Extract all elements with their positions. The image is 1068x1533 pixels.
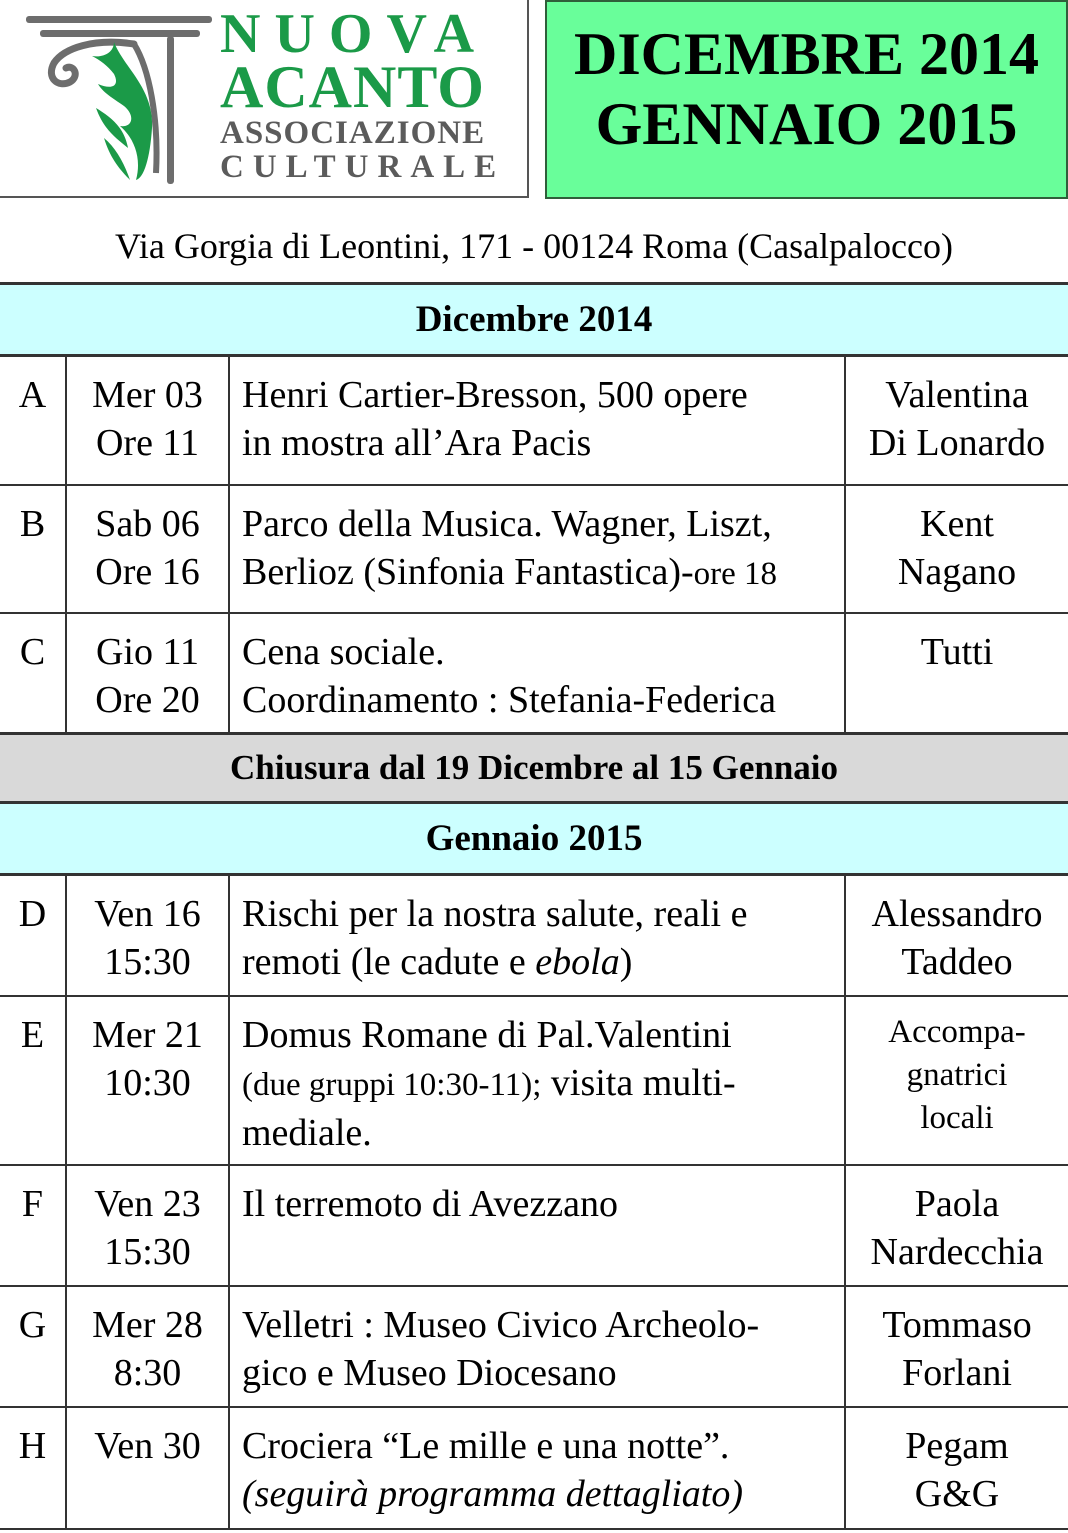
event-letter: F (0, 1165, 66, 1286)
event-date: Mer 28 (92, 1303, 203, 1346)
event-letter: G (0, 1286, 66, 1407)
description-text: remoti (le cadute e (242, 941, 536, 983)
event-date: Ven 16 (94, 893, 201, 935)
description-line: Parco della Musica. Wagner, Liszt, (242, 502, 772, 545)
event-datetime (66, 356, 229, 485)
description-line (242, 1059, 838, 1109)
event-time: Ore 20 (95, 678, 200, 721)
guide-line: Alessandro (871, 893, 1043, 935)
page-header (0, 0, 1068, 200)
event-row-e (0, 996, 1068, 1165)
event-date: Mer 03 (92, 374, 203, 416)
event-datetime (66, 1165, 229, 1286)
event-description (229, 356, 845, 485)
logo-line-nuova: NUOVA (220, 3, 489, 65)
acanthus-column-capital-icon (24, 8, 214, 188)
period-title-box (545, 0, 1068, 199)
description-line: Rischi per la nostra salute, reali e (242, 893, 748, 935)
event-letter: A (0, 356, 66, 485)
address: Via Gorgia di Leontini, 171 - 00124 Roma (Casalpalocco) (115, 226, 953, 266)
description-time-note: (due gruppi 10:30-11); (242, 1066, 542, 1103)
event-row-b (0, 485, 1068, 613)
logo-line-acanto: ACANTO (220, 54, 485, 120)
month-title: Gennaio 2015 (0, 803, 1068, 875)
event-guide (845, 1286, 1068, 1407)
event-description (229, 485, 845, 613)
description-italic: ebola (535, 941, 620, 983)
description-line: Domus Romane di Pal.Valentini (242, 1013, 732, 1056)
description-line-italic: (seguirà programma dettagliato) (242, 1472, 744, 1515)
event-description (229, 996, 845, 1165)
guide-line: Tommaso (882, 1303, 1032, 1346)
event-description (229, 1407, 845, 1529)
event-description (229, 1286, 845, 1407)
description-line: Crociera “Le mille e una notte”. (242, 1424, 730, 1467)
event-date: Sab 06 (95, 502, 200, 545)
event-row-a (0, 356, 1068, 485)
event-date: Ven 30 (94, 1424, 201, 1467)
month-title: Dicembre 2014 (0, 284, 1068, 356)
description-line (242, 548, 838, 598)
guide-line: Paola (914, 1182, 1000, 1225)
title-january: GENNAIO 2015 (595, 90, 1018, 157)
title-december: DICEMBRE 2014 (573, 20, 1040, 87)
event-datetime (66, 485, 229, 613)
guide-line: G&G (914, 1472, 1000, 1515)
guide-line: Kent (920, 502, 994, 545)
event-guide (845, 1407, 1068, 1529)
event-guide (845, 1165, 1068, 1286)
event-guide (845, 485, 1068, 613)
event-guide (845, 356, 1068, 485)
description-line: Henri Cartier-Bresson, 500 opere (242, 374, 748, 416)
event-time: 15:30 (104, 1230, 191, 1273)
program-table (0, 282, 1068, 1530)
guide-line: Di Lonardo (868, 422, 1046, 464)
description-line: Il terremoto di Avezzano (242, 1182, 618, 1225)
guide-line: gnatrici (906, 1056, 1008, 1093)
event-time: 15:30 (104, 941, 191, 983)
guide-line: Valentina (885, 374, 1029, 416)
closure-notice-row (0, 734, 1068, 803)
description-line: in mostra all’Ara Pacis (242, 422, 592, 464)
event-letter: B (0, 485, 66, 613)
description-line: Velletri : Museo Civico Archeolo- (242, 1303, 760, 1346)
event-datetime (66, 875, 229, 996)
guide-line: Tutti (920, 630, 994, 673)
event-row-f (0, 1165, 1068, 1286)
event-description (229, 875, 845, 996)
month-header-december (0, 284, 1068, 356)
event-time: 10:30 (104, 1061, 191, 1104)
description-line: Coordinamento : Stefania-Federica (242, 678, 776, 721)
event-description (229, 613, 845, 734)
description-text: Berlioz (Sinfonia Fantastica)- (242, 550, 694, 593)
event-date: Gio 11 (95, 630, 200, 673)
event-time: Ore 16 (95, 550, 200, 593)
association-logo (0, 0, 529, 198)
closure-notice: Chiusura dal 19 Dicembre al 15 Gennaio (0, 734, 1068, 803)
guide-line: Accompa- (888, 1013, 1026, 1050)
description-time-note: ore 18 (693, 555, 778, 592)
logo-wordmark (220, 3, 506, 185)
description-text: visita multi- (541, 1061, 736, 1104)
event-guide (845, 875, 1068, 996)
description-text: ) (619, 941, 633, 983)
description-line: gico e Museo Diocesano (242, 1351, 617, 1394)
logo-line-associazione: ASSOCIAZIONE (220, 115, 486, 151)
month-header-january (0, 803, 1068, 875)
guide-line: Nagano (897, 550, 1017, 593)
description-line (242, 938, 838, 986)
event-row-c (0, 613, 1068, 734)
event-row-g (0, 1286, 1068, 1407)
logo-line-culturale: CULTURALE (220, 149, 506, 185)
event-time: 8:30 (113, 1351, 182, 1394)
description-line: mediale. (242, 1111, 372, 1154)
event-guide (845, 613, 1068, 734)
event-description (229, 1165, 845, 1286)
event-datetime (66, 613, 229, 734)
guide-line: Forlani (902, 1351, 1012, 1394)
event-letter: H (0, 1407, 66, 1529)
guide-line: locali (920, 1099, 994, 1136)
event-datetime (66, 1286, 229, 1407)
event-letter: C (0, 613, 66, 734)
event-datetime (66, 1407, 229, 1529)
guide-line: Taddeo (901, 941, 1013, 983)
event-date: Mer 21 (92, 1013, 203, 1056)
event-letter: E (0, 996, 66, 1165)
event-guide (845, 996, 1068, 1165)
event-datetime (66, 996, 229, 1165)
guide-line: Pegam (905, 1424, 1009, 1467)
event-time: Ore 11 (95, 422, 200, 464)
guide-line: Nardecchia (870, 1230, 1044, 1273)
event-letter: D (0, 875, 66, 996)
event-date: Ven 23 (94, 1182, 201, 1225)
event-row-h (0, 1407, 1068, 1529)
description-line: Cena sociale. (242, 630, 445, 673)
event-row-d (0, 875, 1068, 996)
